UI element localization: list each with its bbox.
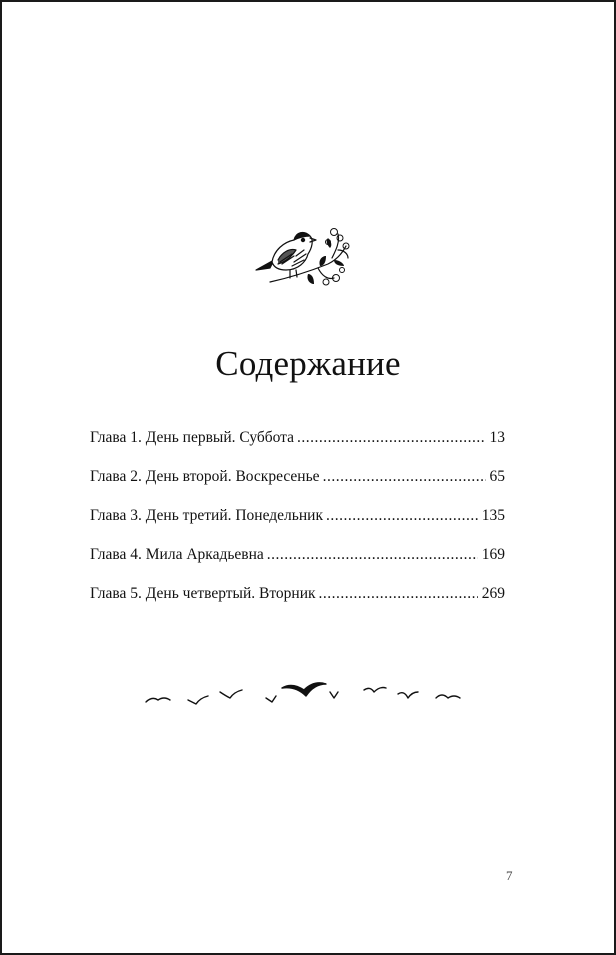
toc-entry-page: 65 <box>489 468 505 485</box>
toc-entry-chapter-3[interactable] <box>90 504 505 543</box>
dot-leader <box>319 582 478 606</box>
dot-leader <box>323 465 486 489</box>
toc-entry-page: 13 <box>489 429 505 446</box>
toc-entry-title: Глава 3. День третий. Понедельник <box>90 507 323 524</box>
page-number: 7 <box>506 868 513 883</box>
toc-entry-title: Глава 2. День второй. Воскресенье <box>90 468 320 485</box>
table-of-contents <box>90 426 505 621</box>
dot-leader <box>267 543 478 567</box>
contents-title: Содержание <box>215 344 401 383</box>
toc-entry-chapter-1[interactable] <box>90 426 505 465</box>
toc-entry-title: Глава 4. Мила Аркадьевна <box>90 546 264 563</box>
toc-entry-page: 169 <box>481 546 505 563</box>
flying-birds-icon <box>144 674 464 710</box>
toc-entry-chapter-2[interactable] <box>90 465 505 504</box>
toc-entry-title: Глава 1. День первый. Суббота <box>90 429 295 446</box>
toc-entry-page: 269 <box>481 585 505 602</box>
toc-entry-chapter-5[interactable] <box>90 582 505 621</box>
toc-entry-page: 135 <box>481 507 505 524</box>
toc-entry-title: Глава 5. День четвертый. Вторник <box>90 585 316 602</box>
dot-leader <box>326 504 478 528</box>
bird-on-branch-icon <box>248 220 352 292</box>
toc-entry-chapter-4[interactable] <box>90 543 505 582</box>
dot-leader <box>297 426 485 450</box>
